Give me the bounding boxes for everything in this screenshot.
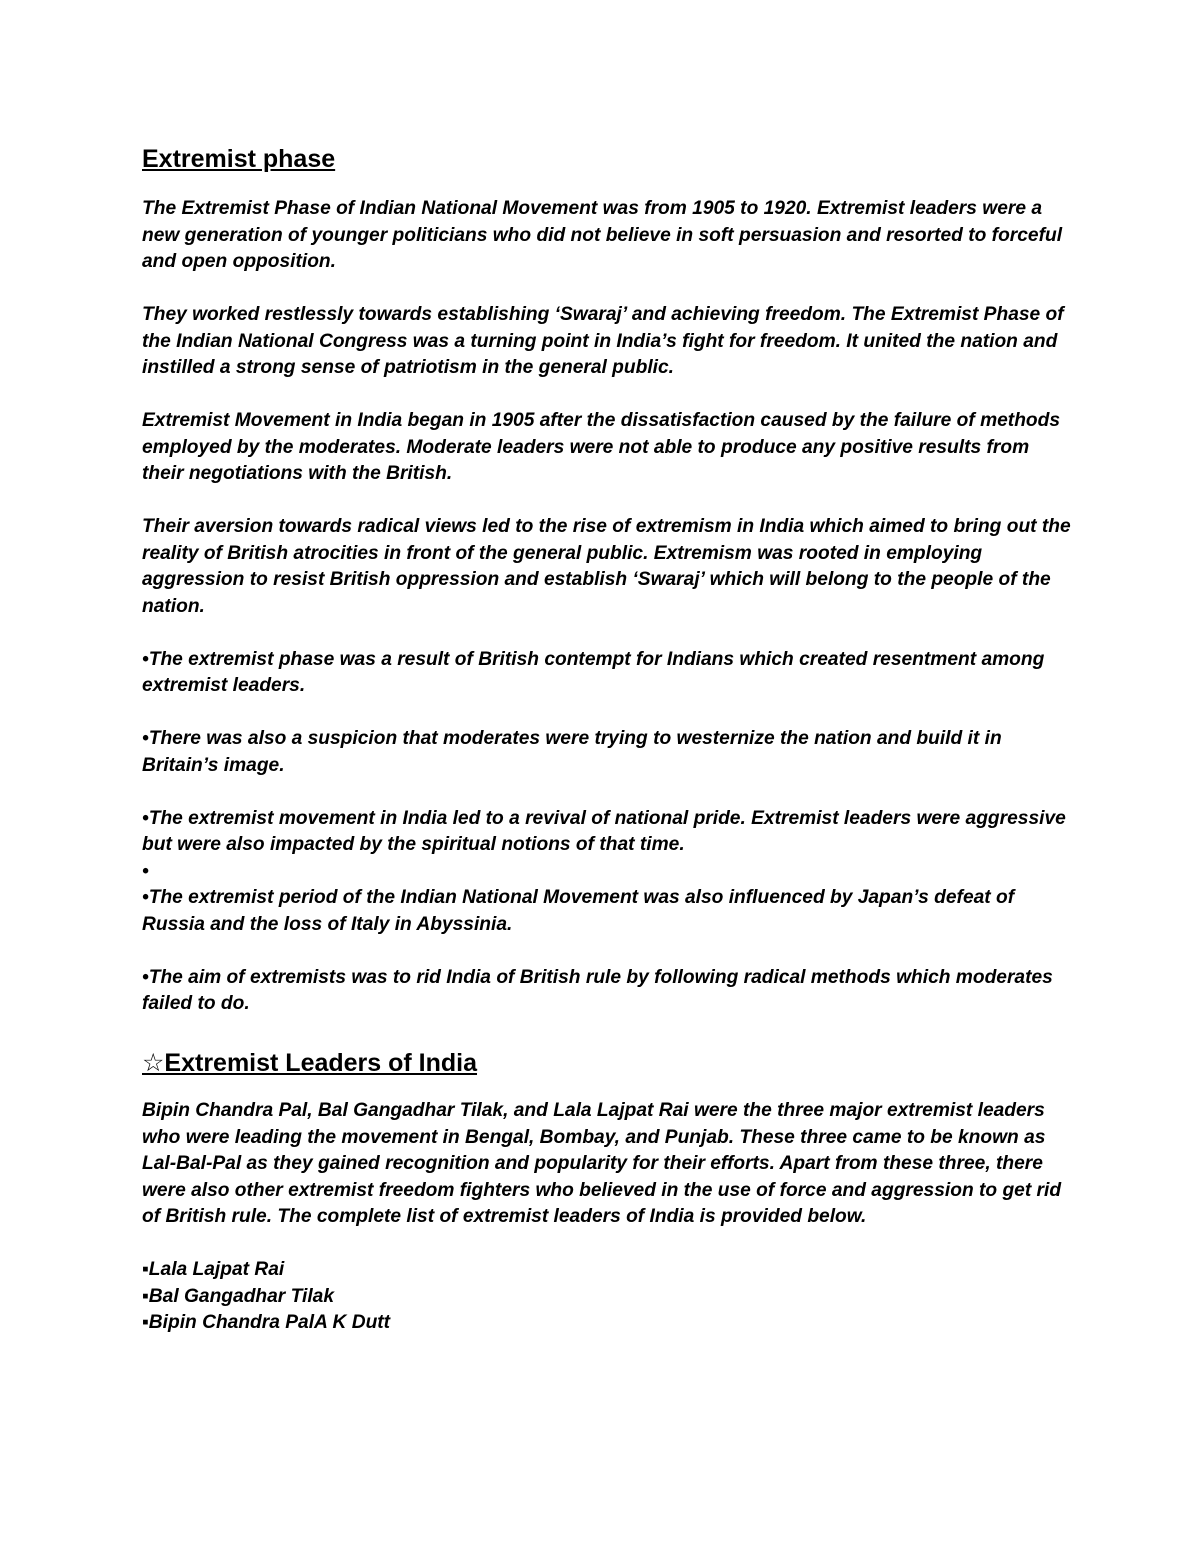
bullet-paragraph: •The extremist movement in India led to a revival of national pride. Extremist leaders were aggressive but were also impacted by the spiritual notions of that time. [142,807,1066,855]
document-page [142,140,1072,1337]
paragraph: They worked restlessly towards establishing ‘Swaraj’ and achieving freedom. The Extremist Phase of the Indian National Congress was a turning point in India’s fight for freedom. It united the nation and instilled a strong sense of patriotism in the general public. [142,304,1064,378]
bullet-paragraph: •The extremist phase was a result of British contempt for Indians which created resentment among extremist leaders. [142,648,1045,696]
leaders-list [142,1257,1072,1337]
paragraph: The Extremist Phase of Indian National Movement was from 1905 to 1920. Extremist leaders were a new generation of younger politicians who did not believe in soft persuasion and resorted to forceful and open opposition. [142,198,1063,272]
bullet-paragraph: •There was also a suspicion that moderates were trying to westernize the nation and build it in Britain’s image. [142,728,1002,776]
section-heading-extremist-leaders: ☆Extremist Leaders of India [142,1049,478,1077]
list-item: ▪Lala Lajpat Rai [142,1259,285,1280]
list-item: ▪Bal Gangadhar Tilak [142,1285,334,1307]
empty-bullet: • [142,860,149,882]
bullet-paragraph: •The aim of extremists was to rid India of British rule by following radical methods which moderates failed to do. [142,966,1053,1014]
list-item: ▪Bipin Chandra PalA K Dutt [142,1312,391,1333]
section-heading-extremist-phase: Extremist phase [142,145,336,173]
paragraph: Extremist Movement in India began in 1905 after the dissatisfaction caused by the failure of methods employed by the moderates. Moderate leaders were not able to produce any positive results from their negotiations with the British. [142,410,1061,484]
paragraph: Their aversion towards radical views led to the rise of extremism in India which aimed to bring out the reality of British atrocities in front of the general public. Extremism was rooted in employing aggression to resist British oppression and establish ‘Swaraj’ which will belong to the people of the nation. [142,516,1071,617]
bullet-paragraph: •The extremist period of the Indian National Movement was also influenced by Japan’s defeat of Russia and the loss of Italy in Abyssinia. [142,887,1015,935]
paragraph: Bipin Chandra Pal, Bal Gangadhar Tilak, and Lala Lajpat Rai were the three major extremist leaders who were leading the movement in Bengal, Bombay, and Punjab. These three came to be known as Lal-Bal-Pal as they gained recognition and popularity for their efforts. Apart from these three, there were also other extremist freedom fighters who believed in the use of force and aggression to get rid of British rule. The complete list of extremist leaders of India is provided below. [142,1100,1062,1227]
